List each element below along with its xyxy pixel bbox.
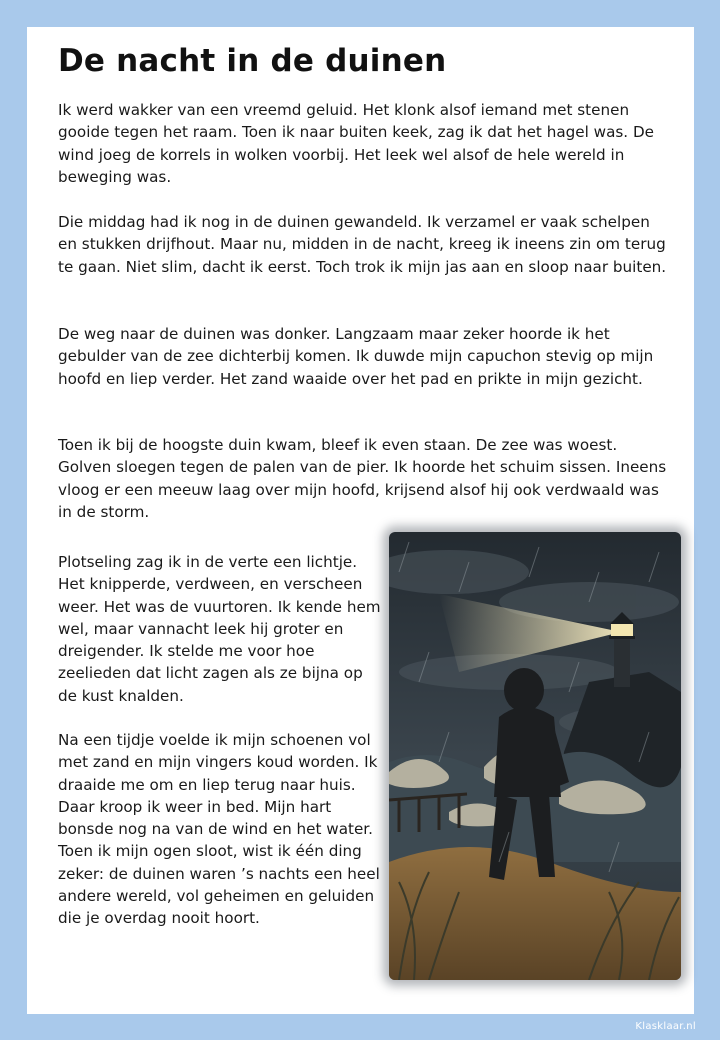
paragraph-2: Die middag had ik nog in de duinen gewandeld. Ik verzamel er vaak schelpen en stukken drijfhout. Maar nu, midden in de nacht, kreeg ik ineens zin om terug te gaan. Niet slim, dacht ik eerst. Toch trok ik mijn jas aan en sloop naar buiten. [58,213,667,276]
paragraph-3: De weg naar de duinen was donker. Langzaam maar zeker hoorde ik het gebulder van de zee dichterbij komen. Ik duwde mijn capuchon stevig op mijn hoofd en liep verder. Het zand waaide over het pad en prikte in mijn gezicht. [58,325,654,388]
story-page [27,27,694,1014]
stormy-lighthouse-illustration [389,532,681,980]
paragraph-1: Ik werd wakker van een vreemd geluid. Het klonk alsof iemand met stenen gooide tegen het raam. Toen ik naar buiten keek, zag ik dat het hagel was. De wind joeg de korrels in wolken voorbij. Het leek wel alsof de hele wereld in beweging was. [58,101,654,186]
story-title: De nacht in de duinen [58,43,447,79]
paragraph-4: Toen ik bij de hoogste duin kwam, bleef ik even staan. De zee was woest. Golven sloegen tegen de palen van de pier. Ik hoorde het schuim sissen. Ineens vloog er een meeuw laag over mijn hoofd, krijsend alsof hij ook verdwaald was in de storm. [58,436,667,521]
paragraph-6-part-2: Toen ik mijn ogen sloot, wist ik één ding zeker: de duinen waren ’s nachts een heel andere wereld, vol geheimen en geluiden die je overdag nooit hoort. [58,842,380,928]
paragraph-5: Plotseling zag ik in de verte een lichtje. Het knipperde, verdween, en verscheen weer. Het was de vuurtoren. Ik kende hem wel, maar vannacht leek hij groter en dreigender. Ik stelde me voor hoe zeelieden dat licht zagen als ze bijna op de kust knalden. [58,553,381,705]
brand-label: Klasklaar.nl [635,1021,696,1032]
paragraph-6 [58,729,384,930]
paragraph-6-part-1: Na een tijdje voelde ik mijn schoenen vol met zand en mijn vingers koud worden. Ik draaide me om en liep terug naar huis. Daar kroop ik weer in bed. Mijn hart bonsde nog na van de wind en het water. [58,731,378,839]
